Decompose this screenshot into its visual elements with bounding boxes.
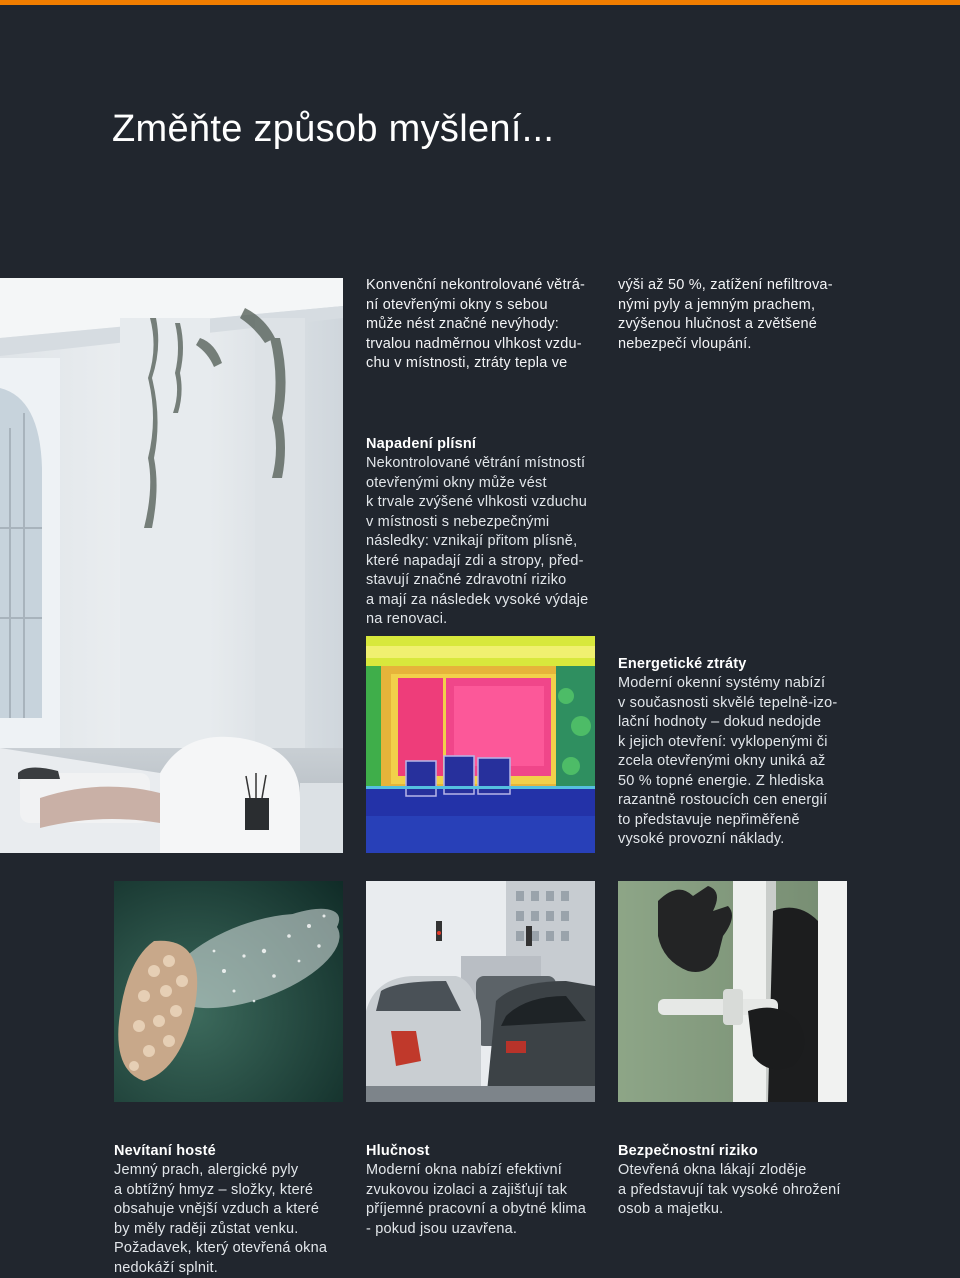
energy-section [618, 635, 858, 850]
noise-heading: Hlučnost [366, 1142, 430, 1159]
thermal-window-image [366, 636, 595, 853]
noise-section [366, 1122, 606, 1239]
energy-heading: Energetické ztráty [618, 655, 747, 672]
security-section [618, 1122, 858, 1220]
security-body: Otevřená okna lákají zloděje a představují tak vysoké ohrožení osob a majetku. [618, 1162, 841, 1217]
burglar-photo [618, 881, 847, 1102]
mold-body: Nekontrolované větrání místností otevřenými okny může vést k trvale zvýšené vlhkosti vzduchu v místnosti s nebezpečnými následky: vznikají přitom plísně, které napadají zdi a stropy, před- stavují značné zdravotní riziko a mají za následek vysoké výdaje na renovaci. [366, 455, 589, 627]
noise-body: Moderní okna nabízí efektivní zvukovou izolaci a zajišťují tak příjemné pracovní a obytné klima - pokud jsou uzavřena. [366, 1162, 586, 1237]
pollen-photo [114, 881, 343, 1102]
mold-room-photo [0, 278, 343, 853]
security-heading: Bezpečnostní riziko [618, 1142, 758, 1159]
mold-section [366, 415, 606, 630]
intro-text-column-1: Konvenční nekontrolované větrá- ní otevřenými okny s sebou může nést značné nevýhody: trvalou nadměrnou vlhkost vzdu- chu v místnosti, ztráty tepla ve [366, 277, 585, 371]
guests-section [114, 1122, 354, 1278]
guests-heading: Nevítaní hosté [114, 1142, 216, 1159]
traffic-photo [366, 881, 595, 1102]
page-title: Změňte způsob myšlení... [112, 108, 555, 150]
orange-accent-bar [0, 0, 960, 5]
intro-text-column-2: výši až 50 %, zatížení nefiltrova- nými pyly a jemným prachem, zvýšenou hlučnost a zvětšené nebezpečí vloupání. [618, 277, 833, 352]
guests-body: Jemný prach, alergické pyly a obtížný hmyz – složky, které obsahuje vnější vzduch a které by měly raději zůstat venku. Požadavek, který otevřená okna nedokáží splnit. [114, 1162, 328, 1276]
energy-body: Moderní okenní systémy nabízí v současnosti skvělé tepelně-izo- lační hodnoty – dokud nedojde k jejich otevření: vyklopenými či zcela otevřenými okny uniká až 50 % topné energie. Z hlediska razantně rostoucích cen energií to představuje nepřiměřeně vysoké provozní náklady. [618, 675, 838, 847]
mold-heading: Napadení plísní [366, 435, 477, 452]
